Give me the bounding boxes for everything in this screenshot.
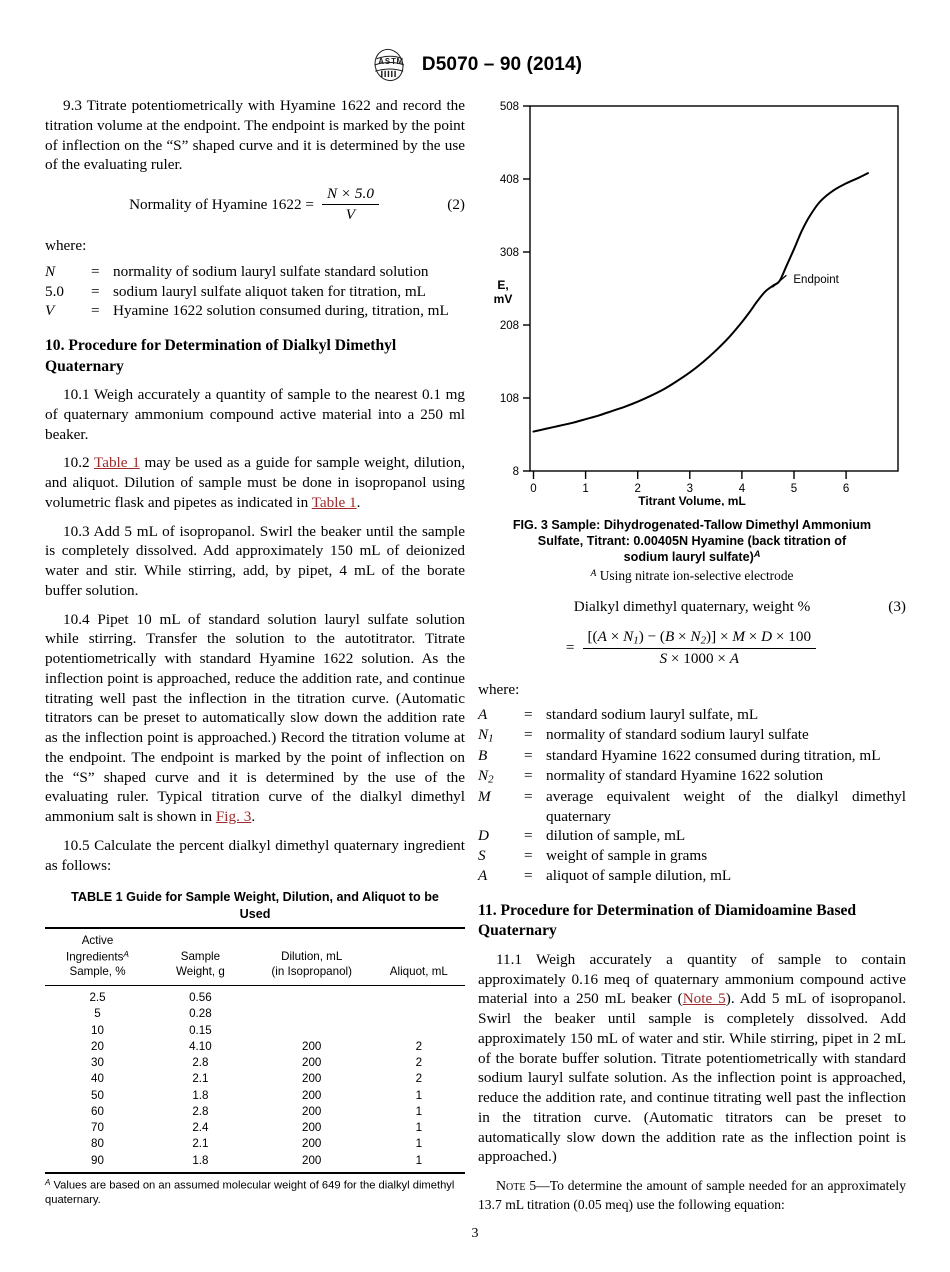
caption-line: FIG. 3 Sample: Dihydrogenated-Tallow Dimethyl Ammonium [512, 518, 872, 532]
definition-description: standard sodium lauryl sulfate, mL [546, 706, 759, 724]
x-tick-label: 0 [530, 483, 537, 495]
svg-text:A: A [378, 56, 384, 66]
cell-aliquot: 1 [415, 1104, 423, 1118]
where-label-2: where: [45, 237, 87, 254]
chart-plot-frame [530, 106, 898, 471]
cell-active: 20 [91, 1039, 104, 1053]
definition-equals: = [524, 766, 533, 784]
equation-2-numerator: N × 5.0 [322, 185, 379, 205]
definition-row [45, 262, 465, 282]
definition-row [478, 846, 906, 866]
table-column-header-dilution [251, 928, 373, 985]
table-1-link[interactable]: Table 1 [94, 454, 140, 472]
table-row [45, 1054, 465, 1070]
paragraph-11-1-end: ). Add 5 mL of isopropanol. Swirl the beaker until sample is completely dissolved. Add approximately 150 mL of water and stir. While stirring, pipet in 2 mL of the borate buffer solution. Titrate potentiometrically with standard sodium lauryl sulfate solution. As the inflection point is approached, reduce the addition rate, and continue titrating well past the inflection in the titration curve. (Automatic titrators can be preset to automatically slow down the addition rate as the inflection point is approached.) [478, 990, 906, 1166]
paragraph-10-3: 10.3 Add 5 mL of isopropanol. Swirl the beaker until the sample is completely dissolved. Add approximately 150 mL of deionized water and stir. While stirring, add, by pipet, 4 mL of the borate buffer solution. [45, 522, 465, 599]
table-1-title: TABLE 1 Guide for Sample Weight, Dilution, and Aliquot to be Used [71, 890, 439, 921]
y-tick-label: 408 [499, 174, 519, 186]
definition-description: Hyamine 1622 solution consumed during, titration, mL [113, 302, 449, 320]
definition-symbol: D [478, 827, 489, 845]
equation-3-denominator: S × 1000 × A [659, 649, 740, 667]
definition-equals: = [91, 302, 100, 320]
cell-active: 90 [91, 1153, 104, 1167]
definition-equals: = [91, 282, 100, 300]
header-line: Weight, g [176, 964, 225, 978]
cell-dilution [251, 986, 373, 1006]
header-line: Aliquot, mL [389, 964, 448, 978]
cell-weight: 1.8 [192, 1088, 209, 1102]
definition-row [478, 787, 906, 827]
cell-dilution: 200 [302, 1072, 322, 1086]
definition-description: normality of sodium lauryl sulfate standard solution [113, 262, 429, 280]
equation-3-fraction [583, 628, 817, 668]
equation-2-fraction [322, 185, 379, 224]
paragraph-10-2-end: . [356, 493, 361, 511]
header-line: Active [81, 934, 114, 948]
page-title: D5070 – 90 (2014) [421, 54, 583, 75]
table-row [45, 1071, 465, 1087]
figure-3-chart [478, 96, 906, 506]
definition-symbol: B [478, 747, 488, 765]
definition-equals: = [524, 706, 533, 724]
cell-weight: 2.8 [192, 1056, 209, 1070]
table-1-footnote-text: Values are based on an assumed molecular weight of 649 for the dialkyl dimethyl quaternary. [45, 1179, 455, 1206]
header-line: Ingredients [66, 950, 124, 964]
cell-aliquot: 1 [415, 1121, 423, 1135]
table-row [45, 1119, 465, 1135]
y-tick-label: 308 [499, 247, 519, 259]
note-5-link[interactable]: Note 5 [682, 990, 726, 1008]
x-tick-label: 4 [738, 483, 746, 495]
note-5-label: Note [496, 1179, 526, 1195]
paragraph-11-1 [478, 950, 906, 1167]
paragraph-10-4 [45, 610, 465, 827]
paragraph-10-2-prefix: 10.2 [63, 454, 94, 472]
cell-active: 10 [91, 1023, 104, 1037]
cell-active: 2.5 [89, 991, 106, 1005]
table-row [45, 1087, 465, 1103]
header-line: Sample [180, 950, 221, 964]
definition-symbol: V [45, 302, 55, 320]
cell-weight: 0.15 [189, 1023, 212, 1037]
note-5-text: 5—To determine the amount of sample needed for an approximately 13.7 mL titration (0.05 meq) use the following equation: [478, 1178, 906, 1212]
table-column-header-aliquot [373, 928, 465, 985]
cell-active: 30 [91, 1056, 104, 1070]
definition-description: aliquot of sample dilution, mL [546, 866, 732, 884]
definition-symbol: A [478, 706, 488, 724]
cell-aliquot [373, 1022, 465, 1038]
cell-aliquot [373, 986, 465, 1006]
page-header [0, 48, 950, 82]
table-row [45, 1022, 465, 1038]
cell-dilution [251, 1022, 373, 1038]
x-tick-label: 6 [842, 483, 850, 495]
paragraph-10-4-end: . [251, 808, 256, 826]
cell-active: 60 [91, 1104, 104, 1118]
definition-row [478, 725, 906, 746]
cell-dilution [251, 1006, 373, 1022]
y-tick-label: 508 [499, 101, 519, 113]
definition-row [45, 301, 465, 321]
figure-3-caption [478, 517, 906, 584]
definition-symbol: $N_1$ [478, 726, 494, 745]
definition-row [478, 866, 906, 886]
equation-3-numerator: $[(A \times N_1) - (B \times N_2)] \times M \times D \times 100$ [583, 628, 817, 649]
definition-list-3 [478, 705, 906, 885]
cell-aliquot: 1 [415, 1153, 423, 1167]
section-11-heading: 11. Procedure for Determination of Diamidoamine Based Quaternary [478, 901, 857, 940]
cell-weight: 2.1 [192, 1072, 209, 1086]
definition-equals: = [524, 787, 533, 805]
definition-equals: = [91, 262, 100, 280]
paragraph-10-2-middle: may be used as a guide for sample weight, dilution, and aliquot. Dilution of sample must be done in isopropanol using volumetric flask and pipetes as indicated in [45, 454, 465, 511]
definition-row [478, 766, 906, 787]
table-1-link[interactable]: Table 1 [311, 493, 357, 511]
equation-3-equals: = [565, 638, 575, 656]
svg-text:M: M [396, 56, 403, 66]
chart-x-axis-label: Titrant Volume, mL [638, 494, 746, 506]
equation-2-denominator: V [345, 206, 356, 223]
note-5 [478, 1177, 906, 1213]
right-column [478, 588, 906, 1213]
definition-list-2 [45, 262, 465, 321]
chart-x-ticks [534, 471, 847, 479]
definition-symbol: 5.0 [45, 282, 64, 300]
definition-row [478, 746, 906, 766]
chart-y-ticks [523, 106, 530, 471]
header-line: Dilution, mL [281, 950, 343, 964]
cell-active: 50 [91, 1088, 104, 1102]
header-line: (in Isopropanol) [271, 964, 352, 978]
equation-2-number: (2) [447, 195, 465, 213]
y-tick-label: 108 [499, 393, 519, 405]
svg-text:T: T [390, 56, 396, 66]
table-row [45, 1136, 465, 1152]
cell-aliquot [373, 1006, 465, 1022]
equation-2-lhs: Normality of Hyamine 1622 = [129, 195, 314, 213]
equation-2 [45, 185, 465, 224]
definition-description: sodium lauryl sulfate aliquot taken for titration, mL [113, 282, 426, 300]
cell-weight: 2.1 [192, 1137, 209, 1151]
footnote-marker-a: A [590, 568, 597, 580]
cell-dilution: 200 [302, 1104, 322, 1118]
y-axis-label-line: E, [497, 278, 509, 292]
svg-text:S: S [384, 56, 391, 66]
paragraph-10-4-prefix: 10.4 Pipet 10 mL of standard solution lauryl sulfate solution while stirring. Transfer the solution to the autotitrator. Titrate potentiometrically with standard Hyamine 1622 solution. As the inflection point is approached, reduce the addition rate, and continue titrating well past the inflection in the titration curve. (Automatic titrators can be preset to automatically slow down the addition rate as the inflection point is approached.) Record the titration volume at the endpoint. The endpoint is marked by the point of inflection on the “S” shaped curve and it is determined by the use of the evaluating ruler. Typical titration curve of the dialkyl dimethyl ammonium salt is shown in [45, 610, 465, 826]
figure-3 [478, 96, 906, 584]
equation-3-number: (3) [888, 598, 906, 615]
cell-weight: 0.28 [189, 1007, 212, 1021]
cell-aliquot: 2 [415, 1072, 423, 1086]
caption-footnote-marker: A [753, 549, 761, 560]
definition-description: average equivalent weight of the dialkyl dimethyl quaternary [546, 787, 906, 825]
astm-logo-icon [368, 48, 410, 82]
table-1 [45, 927, 465, 1174]
table-column-header-active-ingredients [45, 928, 150, 985]
table-header-row [45, 928, 465, 985]
x-tick-label: 1 [582, 483, 589, 495]
paragraph-11-1-prefix: 11.1 Weigh accurately a quantity of sample to contain approximately 0.16 meq of quaternary ammonium compound active material into a 250 mL beaker ( [478, 950, 906, 1008]
equation-3-label-row [478, 598, 906, 616]
where-label-3: where: [478, 680, 520, 698]
footnote-marker-a: A [123, 948, 129, 959]
definition-symbol: M [478, 787, 491, 805]
definition-row [478, 705, 906, 725]
cell-aliquot: 1 [415, 1137, 423, 1151]
definition-symbol: $N_2$ [478, 766, 494, 786]
y-axis-label-line: mV [493, 292, 513, 306]
table-1-body [45, 986, 465, 1173]
cell-active: 80 [91, 1137, 104, 1151]
table-row [45, 1006, 465, 1022]
paragraph-10-1: 10.1 Weigh accurately a quantity of sample to the nearest 0.1 mg of quaternary ammonium compound active material into a 250 ml beaker. [45, 386, 465, 443]
endpoint-annotation-label: Endpoint [793, 274, 839, 287]
cell-weight: 2.8 [192, 1104, 209, 1118]
x-tick-label: 5 [790, 483, 798, 495]
cell-aliquot: 2 [415, 1039, 423, 1053]
definition-equals: = [524, 827, 533, 845]
page-number: 3 [471, 1226, 479, 1241]
figure-3-footnote [484, 567, 900, 584]
paragraph-9-3: 9.3 Titrate potentiometrically with Hyamine 1622 and record the titration volume at the endpoint. The endpoint is marked by the point of inflection on the “S” shaped curve and it is determined by the use of the evaluating ruler. [45, 97, 465, 174]
equation-3 [478, 628, 906, 668]
cell-dilution: 200 [302, 1039, 322, 1053]
cell-dilution: 200 [302, 1121, 322, 1135]
table-row [45, 986, 465, 1006]
cell-weight: 2.4 [192, 1121, 209, 1135]
definition-equals: = [524, 866, 533, 884]
cell-active: 5 [94, 1007, 101, 1021]
section-10-heading: 10. Procedure for Determination of Dialkyl Dimethyl Quaternary [45, 337, 397, 375]
cell-dilution: 200 [302, 1088, 322, 1102]
caption-line: Sulfate, Titrant: 0.00405N Hyamine (back titration of [537, 534, 847, 549]
table-row [45, 1152, 465, 1173]
cell-dilution: 200 [302, 1137, 322, 1151]
cell-dilution: 200 [302, 1153, 322, 1167]
footnote-marker-a: A [45, 1177, 51, 1187]
left-column [45, 96, 465, 1207]
cell-aliquot: 2 [415, 1056, 423, 1070]
definition-symbol: S [478, 847, 486, 865]
paragraph-10-2 [45, 453, 465, 512]
definition-description: weight of sample in grams [546, 847, 708, 865]
cell-active: 70 [91, 1121, 104, 1135]
table-1-block [45, 889, 465, 1207]
y-tick-label: 208 [499, 320, 519, 332]
table-1-footnote [45, 1178, 465, 1208]
definition-equals: = [524, 726, 533, 744]
definition-description: standard Hyamine 1622 consumed during titration, mL [546, 747, 881, 765]
cell-aliquot: 1 [415, 1088, 423, 1102]
definition-description: normality of standard Hyamine 1622 solution [546, 766, 824, 784]
definition-symbol: A [478, 866, 488, 884]
cell-weight: 4.10 [189, 1039, 212, 1053]
cell-dilution: 200 [302, 1056, 322, 1070]
definition-description: dilution of sample, mL [546, 827, 686, 845]
figure-3-footnote-text: Using nitrate ion-selective electrode [596, 568, 794, 584]
definition-symbol: N [45, 262, 56, 280]
table-column-header-sample-weight [150, 928, 251, 985]
cell-active: 40 [91, 1072, 104, 1086]
figure-3-link[interactable]: Fig. 3 [215, 808, 252, 826]
definition-row [478, 826, 906, 846]
table-row [45, 1103, 465, 1119]
caption-line: sodium lauryl sulfate) [623, 550, 754, 565]
definition-equals: = [524, 847, 533, 865]
x-tick-label: 3 [686, 483, 694, 495]
definition-row [45, 282, 465, 302]
x-tick-label: 2 [634, 483, 641, 495]
header-line: Sample, % [69, 964, 126, 978]
equation-3-label: Dialkyl dimethyl quaternary, weight % [573, 598, 811, 615]
definition-equals: = [524, 747, 533, 765]
y-tick-label: 8 [512, 466, 519, 478]
paragraph-10-5: 10.5 Calculate the percent dialkyl dimethyl quaternary ingredient as follows: [45, 836, 465, 874]
table-row [45, 1038, 465, 1054]
cell-weight: 1.8 [192, 1153, 209, 1167]
cell-weight: 0.56 [189, 991, 212, 1005]
chart-y-axis-label [494, 278, 513, 306]
definition-description: normality of standard sodium lauryl sulfate [546, 726, 809, 744]
